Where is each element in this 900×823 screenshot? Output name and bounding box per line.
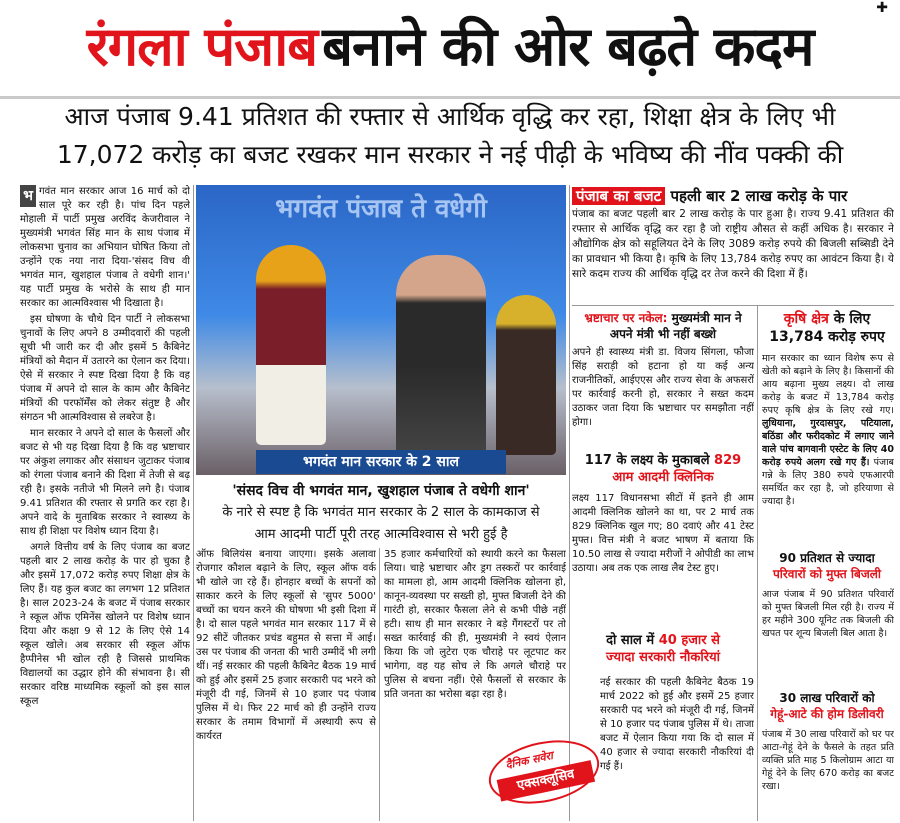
agri-title-red: कृषि क्षेत्र — [783, 311, 829, 327]
jobs-text: नई सरकार की पहली कैबिनेट बैठक 19 मार्च 2022 को हुई और इसमें 25 हजार सरकारी पद भरने को मंजूरी दी गई, जिनमें से 10 हजार पद पंजाब पुलिस में थे। ताजा बजट में ऐलान किया गया कि दो साल में 40 हजार से ज्यादा सरकारी नौकरियां दी गई हैं। — [600, 677, 754, 772]
subheadline-line-2: 17,072 करोड़ का बजट रखकर मान सरकार ने नई पीढ़ी के भविष्य की नींव पक्की की — [56, 140, 844, 169]
column-divider — [569, 185, 570, 821]
column-divider — [757, 305, 758, 821]
agri-title-black-1: के लिए — [833, 311, 871, 327]
jobs-heading — [572, 632, 754, 666]
headline-black: बनाने की ओर बढ़ते कदम — [322, 15, 814, 78]
agri-title-black-2: 13,784 करोड़ रुपए — [769, 329, 885, 345]
ration-title-black: 30 लाख परिवारों को — [779, 691, 875, 705]
subheadline-line-1: आज पंजाब 9.41 प्रतिशत की रफ्तार से आर्थिक वृद्धि कर रहा, शिक्षा क्षेत्र के लिए भी — [64, 102, 836, 131]
clinic-title-red-2: आम आदमी क्लिनिक — [612, 470, 714, 485]
person-right — [496, 295, 556, 455]
ration-heading — [760, 690, 894, 722]
corruption-text: अपने ही स्वास्थ्य मंत्री डा. विजय सिंगला, फौजा सिंह सराड़ी को हटाना हो या कई अन्य राजनीतिकों, आईएएस और राज्य सेवा के अफसरों पर कार्रवाई करनी हो, सरकार ने सख्त कदम उठाकर जता दिया कि भ्रष्टाचार पर समझौता नहीं होगा। — [572, 347, 754, 428]
clinic-title-red-1: 829 — [714, 453, 742, 468]
budget-box — [572, 185, 894, 282]
ration-text: पंजाब में 30 लाख परिवारों को घर पर आटा-गेहूं देने के फैसले के तहत प्रति व्यक्ति प्रति माह 5 किलोग्राम आटा या गेहूं देने के लिए 670 करोड़ का बजट रखा। — [762, 729, 894, 792]
mid-col1-text: ऑफ बिलियंस बनाया जाएगा। इसके अलावा रोजगार कौशल बढ़ाने के लिए, स्कूल ऑफ वर्क भी खोले जा रहे हैं। होनहार बच्चों के सपनों को साकार करने के लिए स्कूलों से 'सुपर 5000' बच्चों का चयन करने की घोषणा भी इसी दिशा में है। दो साल पहले भगवंत मान सरकार 117 में से 92 सीटें जीतकर प्रचंड बहुमत से सत्ता में आई। उस पर पंजाब की जनता की भारी उम्मीदें भी लगी थीं। नई सरकार की पहली कैबिनेट बैठक 19 मार्च को हुई और इसमें 25 हजार सरकारी पद भरने को मंजूरी दी गई, जिनमें से 10 हजार पद पंजाब पुलिस में थे। फिर 22 मार्च को ही उन्होंने राज्य सरकार के तमाम विभागों में अस्थायी रूप से कार्यरत — [196, 549, 376, 742]
stamp-top: दैनिक सवेरा — [504, 748, 555, 772]
budget-text: पंजाब का बजट पहली बार 2 लाख करोड़ के पार हुआ है। राज्य 9.41 प्रतिशत की रफ्तार से आर्थिक वृद्धि कर रहा है जो राष्ट्रीय औसत से कहीं अधिक है। सरकार ने औद्योगिक क्षेत्र को सहूलियत देने के लिए 3089 करोड़ रुपये की बिजली सब्सिडी देने का प्रावधान भी किया है। कृषि के लिए 13,784 करोड़ रुपए का आवंटन किया है। ये सारे कदम राज्य की आर्थिक वृद्धि दर तेज करने की दिशा में हैं। — [572, 208, 894, 280]
column-divider — [379, 548, 380, 821]
electricity-title-black: 90 प्रतिशत से ज्यादा — [779, 551, 875, 565]
clinic-text: लक्ष्य 117 विधानसभा सीटों में इतने ही आम आदमी क्लिनिक खोलने का था, पर 2 मार्च तक 829 क्लिनिक खुल गए; 80 दवाएं और 41 टेस्ट मुफ्त। वित्त मंत्री ने बजट भाषण में बताया कि 10.50 लाख से ज्यादा मरीजों ने ओपीडी का लाभ उठाया। अब तक एक लाख लैब टेस्ट हुए। — [572, 493, 754, 574]
photo-caption: भगवंत मान सरकार के 2 साल — [256, 450, 506, 474]
dropcap: भ — [20, 185, 36, 207]
photo-banner: भगवंत पंजाब ते वधेगी — [275, 194, 487, 224]
left-para-2: इस घोषणा के चौथे दिन पार्टी ने लोकसभा चुनावों के लिए अपने 8 उम्मीदवारों की पहली सूची भी जारी कर दी और इसमें 5 कैबिनेट मंत्रियों को मैदान में उतारने का ऐलान कर दिया। ऐसे में सरकार ने स्पष्ट दिखा दिया है कि वह पंजाब में अपने दो साल के काम और कैबिनेट मंत्रियों की परफॉर्मेंस को लेकर संतुष्ट है और संगठन भी आत्मविश्वास से लबरेज है। — [20, 314, 190, 423]
ration-title-red: गेहूं-आटे की होम डिलीवरी — [770, 707, 884, 721]
subheadline — [0, 98, 900, 174]
left-column — [20, 185, 190, 821]
budget-title: पहली बार 2 लाख करोड़ के पार — [670, 187, 848, 205]
quote-line-1: 'संसद विच वी भगवंत मान, खुशहाल पंजाब ते वधेगी शान' — [232, 483, 530, 499]
plus-icon: ✚ — [876, 0, 888, 16]
corruption-title-black: मुख्यमंत्री मान ने अपने मंत्री भी नहीं बख्शे — [609, 311, 742, 341]
electricity-text: आज पंजाब में 90 प्रतिशत परिवारों को मुफ्त बिजली मिल रही है। राज्य में हर महीने 300 यूनिट तक बिजली की खपत पर शून्य बिजली बिल आता है। — [762, 589, 894, 639]
pull-quote — [196, 480, 566, 546]
jobs-title-red-2: ज्यादा सरकारी नौकरियां — [606, 650, 720, 665]
left-para-4: अगले वित्तीय वर्ष के लिए पंजाब का बजट पहली बार 2 लाख करोड़ के पार हो चुका है और इसमें 17,072 करोड़ रुपए शिक्षा क्षेत्र के लिए हैं। यह कुल बजट का लगभग 12 प्रतिशत है। साल 2023-24 के बजट में पंजाब सरकार ने स्कूल ऑफ एमिनेंस खोलने पर विशेष ध्यान दिया और कक्षा 9 से 12 के लिए ऐसे 14 स्कूल खोले। अब सरकार सी स्कूल ऑफ हैप्पीनेस भी खोल रही है जिससे प्राथमिक विद्यालयों का उद्धार होने की संभावना है। सी सरकार वरिष्ठ माध्यमिक स्कूलों को इस साल स्कूल — [20, 542, 190, 707]
agri-text — [762, 352, 894, 542]
quote-line-3: आम आदमी पार्टी पूरी तरह आत्मविश्वास से भरी हुई है — [254, 527, 508, 542]
stamp-bottom: एक्सक्लूसिव — [497, 760, 595, 801]
corruption-title-red: भ्रष्टाचार पर नकेल: — [584, 311, 668, 325]
electricity-heading — [760, 550, 894, 582]
middle-column-1 — [196, 548, 376, 821]
person-left — [256, 245, 326, 445]
left-para-1: गवंत मान सरकार आज 16 मार्च को दो साल पूरे कर रही है। पांच दिन पहले मोहाली में पार्टी प्रमुख अरविंद केजरीवाल ने मुख्यमंत्री भगवंत सिंह मान के साथ पंजाब में लोकसभा चुनाव का अभियान घोषित किया तो उन्होंने एक नया नारा दिया-'संसद विच वी भगवंत मान, खुशहाल पंजाब ते वधेगी शान।' यह पार्टी प्रमुख के भरोसे के साथ ही मान सरकार का आत्मविश्वास भी दिखाता है। — [20, 186, 190, 309]
rally-photo — [196, 185, 566, 475]
person-center — [396, 255, 486, 455]
agri-heading — [760, 310, 894, 346]
electricity-title-red: परिवारों को मुफ्त बिजली — [772, 567, 882, 581]
jobs-title-black: दो साल में — [606, 633, 655, 648]
clinic-title-black: 117 के लक्ष्य के मुकाबले — [584, 453, 710, 468]
budget-tag: पंजाब का बजट — [572, 187, 665, 205]
corruption-heading — [572, 310, 754, 342]
agri-text-2: पंजाब गन्ने के लिए 380 रुपये एफआरपी समर्थित कर रहा है, जो हरियाणा से ज्यादा है। — [762, 457, 894, 507]
agri-text-bold: लुधियाना, गुरदासपुर, पटियाला, बठिंडा और फरीदकोट में लगाए जाने वाले पांच बागवानी एस्टेट के लिए 40 करोड़ रुपये अलग रखे गए हैं। — [762, 418, 894, 468]
mid-col2-text: 35 हजार कर्मचारियों को स्थायी करने का फैसला लिया। चाहे भ्रष्टाचार और ड्रग तस्करों पर कार्रवाई का मामला हो, आम आदमी क्लिनिक खोलना हो, कानून-व्यवस्था पर सख्ती हो, मुफ्त बिजली देने की गारंटी हो, सरकार फैसला लेने से कभी पीछे नहीं हटी। साथ ही मान सरकार ने बड़े गैंगस्टरों पर तो सख्त कार्रवाई की ही, मुख्यमंत्री ने स्वयं ऐलान किया कि जो लुटेरा एक चौराहे पर लूटपाट कर भागेगा, वह यह सोच ले कि अगले चौराहे पर पुलिस से बचना नहीं। ऐसे फैसलों से सरकार के प्रति जनता का भरोसा बढ़ा रहा है। — [384, 549, 566, 700]
agri-text-1: मान सरकार का ध्यान विशेष रूप से खेती को बढ़ाने के लिए है। किसानों की आय बढ़ाना मुख्य लक्ष्य। दो लाख करोड़ के बजट में 13,784 करोड़ रुपए कृषि क्षेत्र के लिए रखे गए। — [762, 353, 894, 416]
headline-red: रंगला पंजाब — [86, 15, 318, 78]
clinic-heading — [572, 452, 754, 486]
column-divider — [193, 185, 194, 821]
section-divider — [572, 305, 894, 306]
page-headline — [0, 0, 900, 92]
quote-line-2: के नारे से स्पष्ट है कि भगवंत मान सरकार के 2 साल के कामकाज से — [222, 505, 540, 520]
jobs-title-red-1: 40 हजार से — [658, 633, 720, 648]
left-para-3: मान सरकार ने अपने दो साल के फैसलों और बजट से भी यह दिखा दिया है कि वह भ्रष्टाचार पर अंकुश लगाकर और संसाधन जुटाकर पंजाब को रंगला पंजाब बनाने की दिशा में तेजी से बढ़ रही है। इसके नतीजे भी मिलने लगे है। पंजाब 9.41 प्रतिशत की रफ्तार से प्रगति कर रहा है। अपने वादे के मुताबिक सरकार ने स्वास्थ्य के साथ ही शिक्षा पर विशेष ध्यान दिया है। — [20, 428, 190, 537]
